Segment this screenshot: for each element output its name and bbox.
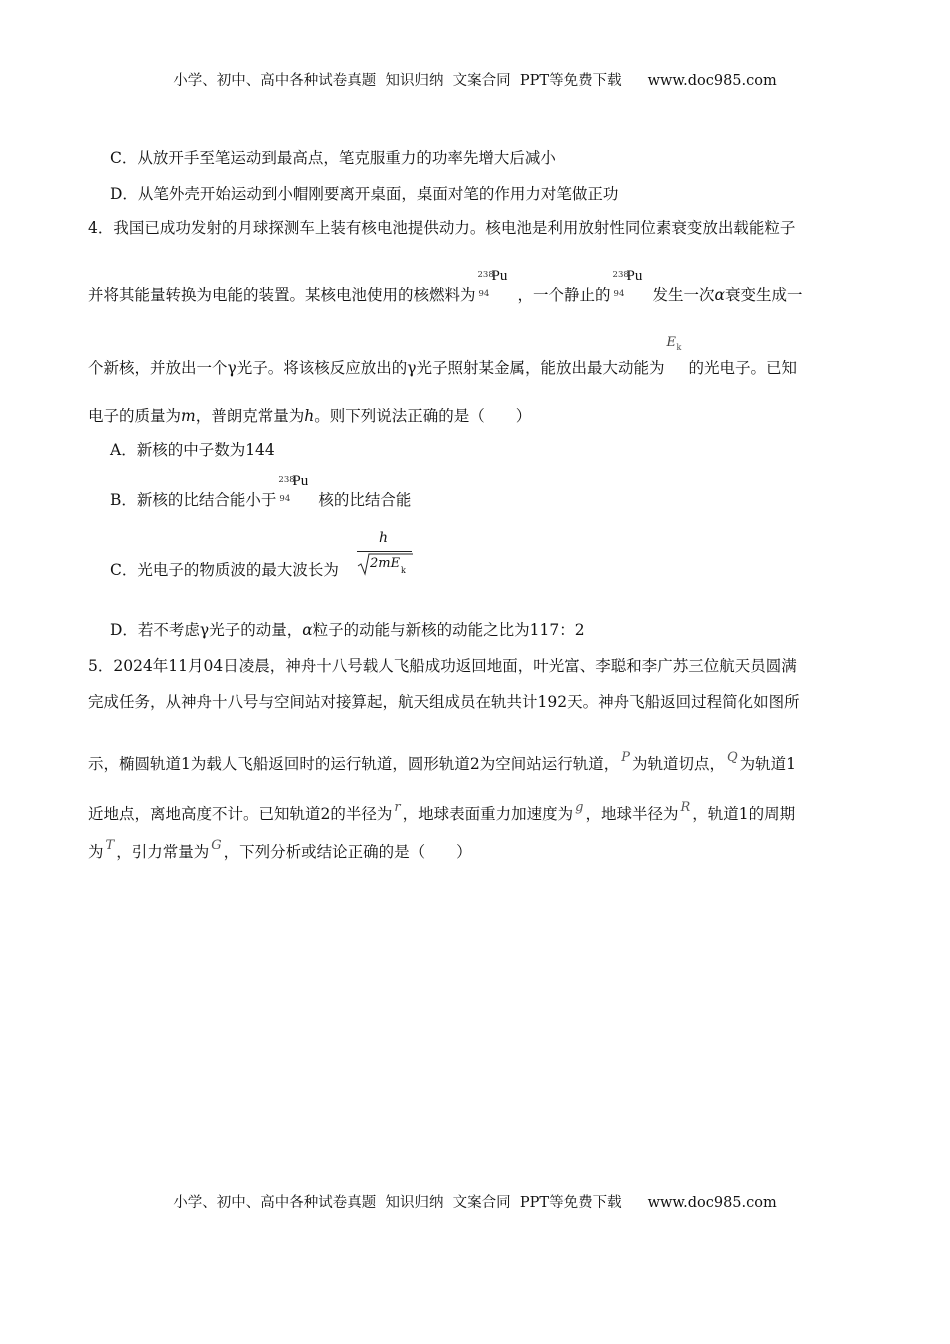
q5-stem-line-3: 示，椭圆轨道1为载人飞船返回时的运行轨道，圆形轨道2为空间站运行轨道， P 为轨道切点， Q 为轨道1 [88,750,797,773]
nuclide-pu238: 238 94 Pu [278,473,309,504]
page-header [0,69,950,90]
q3-option-d: D．从笔外壳开始运动到小帽刚要离开桌面，桌面对笔的作用力对笔做正功 [110,185,619,203]
nuclide-pu238: 238 94 Pu [612,268,643,299]
q4-stem-line-4: 电子的质量为m，普朗克常量为h。则下列说法正确的是（ ） [88,407,532,425]
q4-option-d: D．若不考虑γ光子的动量，α粒子的动能与新核的动能之比为117：2 [110,621,585,639]
q4-option-a: A．新核的中子数为144 [110,441,275,459]
header-text: 小学、初中、高中各种试卷真题 知识归纳 文案合同 PPT等免费下载 [173,73,622,89]
header-site: www.doc985.com [647,73,777,89]
q5-stem-line-5: 为 T ，引力常量为 G ，下列分析或结论正确的是（ ） [88,838,472,861]
q5-stem-line-2: 完成任务，从神舟十八号与空间站对接算起，航天组成员在轨共计192天。神舟飞船返回过程简化如图所 [88,693,800,711]
q4-stem-line-1: 4．我国已成功发射的月球探测车上装有核电池提供动力。核电池是利用放射性同位素衰变放出载能粒子 [88,219,796,237]
footer-text: 小学、初中、高中各种试卷真题 知识归纳 文案合同 PPT等免费下载 [173,1195,622,1211]
ek-symbol: E k [666,335,682,352]
q4-option-c: C．光电子的物质波的最大波长为 [110,561,339,579]
q3-option-c: C．从放开手至笔运动到最高点，笔克服重力的功率先增大后减小 [110,149,556,167]
q5-stem-line-1: 5．2024年11月04日凌晨，神舟十八号载人飞船成功返回地面，叶光富、李聪和李广苏三位航天员圆满 [88,657,797,675]
q4-stem-line-3: 个新核，并放出一个γ光子。将该核反应放出的γ光子照射某金属，能放出最大动能为 E k 的光电子。已知 [88,335,798,377]
page-footer [0,1191,950,1212]
q4-stem-line-2: 并将其能量转换为电能的装置。某核电池使用的核燃料为 238 94 Pu ，一个静止的 238 94 Pu 发生一次α衰变生成一 [88,268,803,304]
footer-site: www.doc985.com [647,1195,777,1211]
q5-stem-line-4: 近地点，离地高度不计。已知轨道2的半径为 r ，地球表面重力加速度为 g ，地球半径为 R ，轨道1的周期 [88,800,796,823]
wavelength-formula: h 2mE k [357,530,413,580]
q4-option-b: B．新核的比结合能小于 238 94 Pu 核的比结合能 [110,473,412,509]
nuclide-pu238: 238 94 Pu [477,268,508,299]
